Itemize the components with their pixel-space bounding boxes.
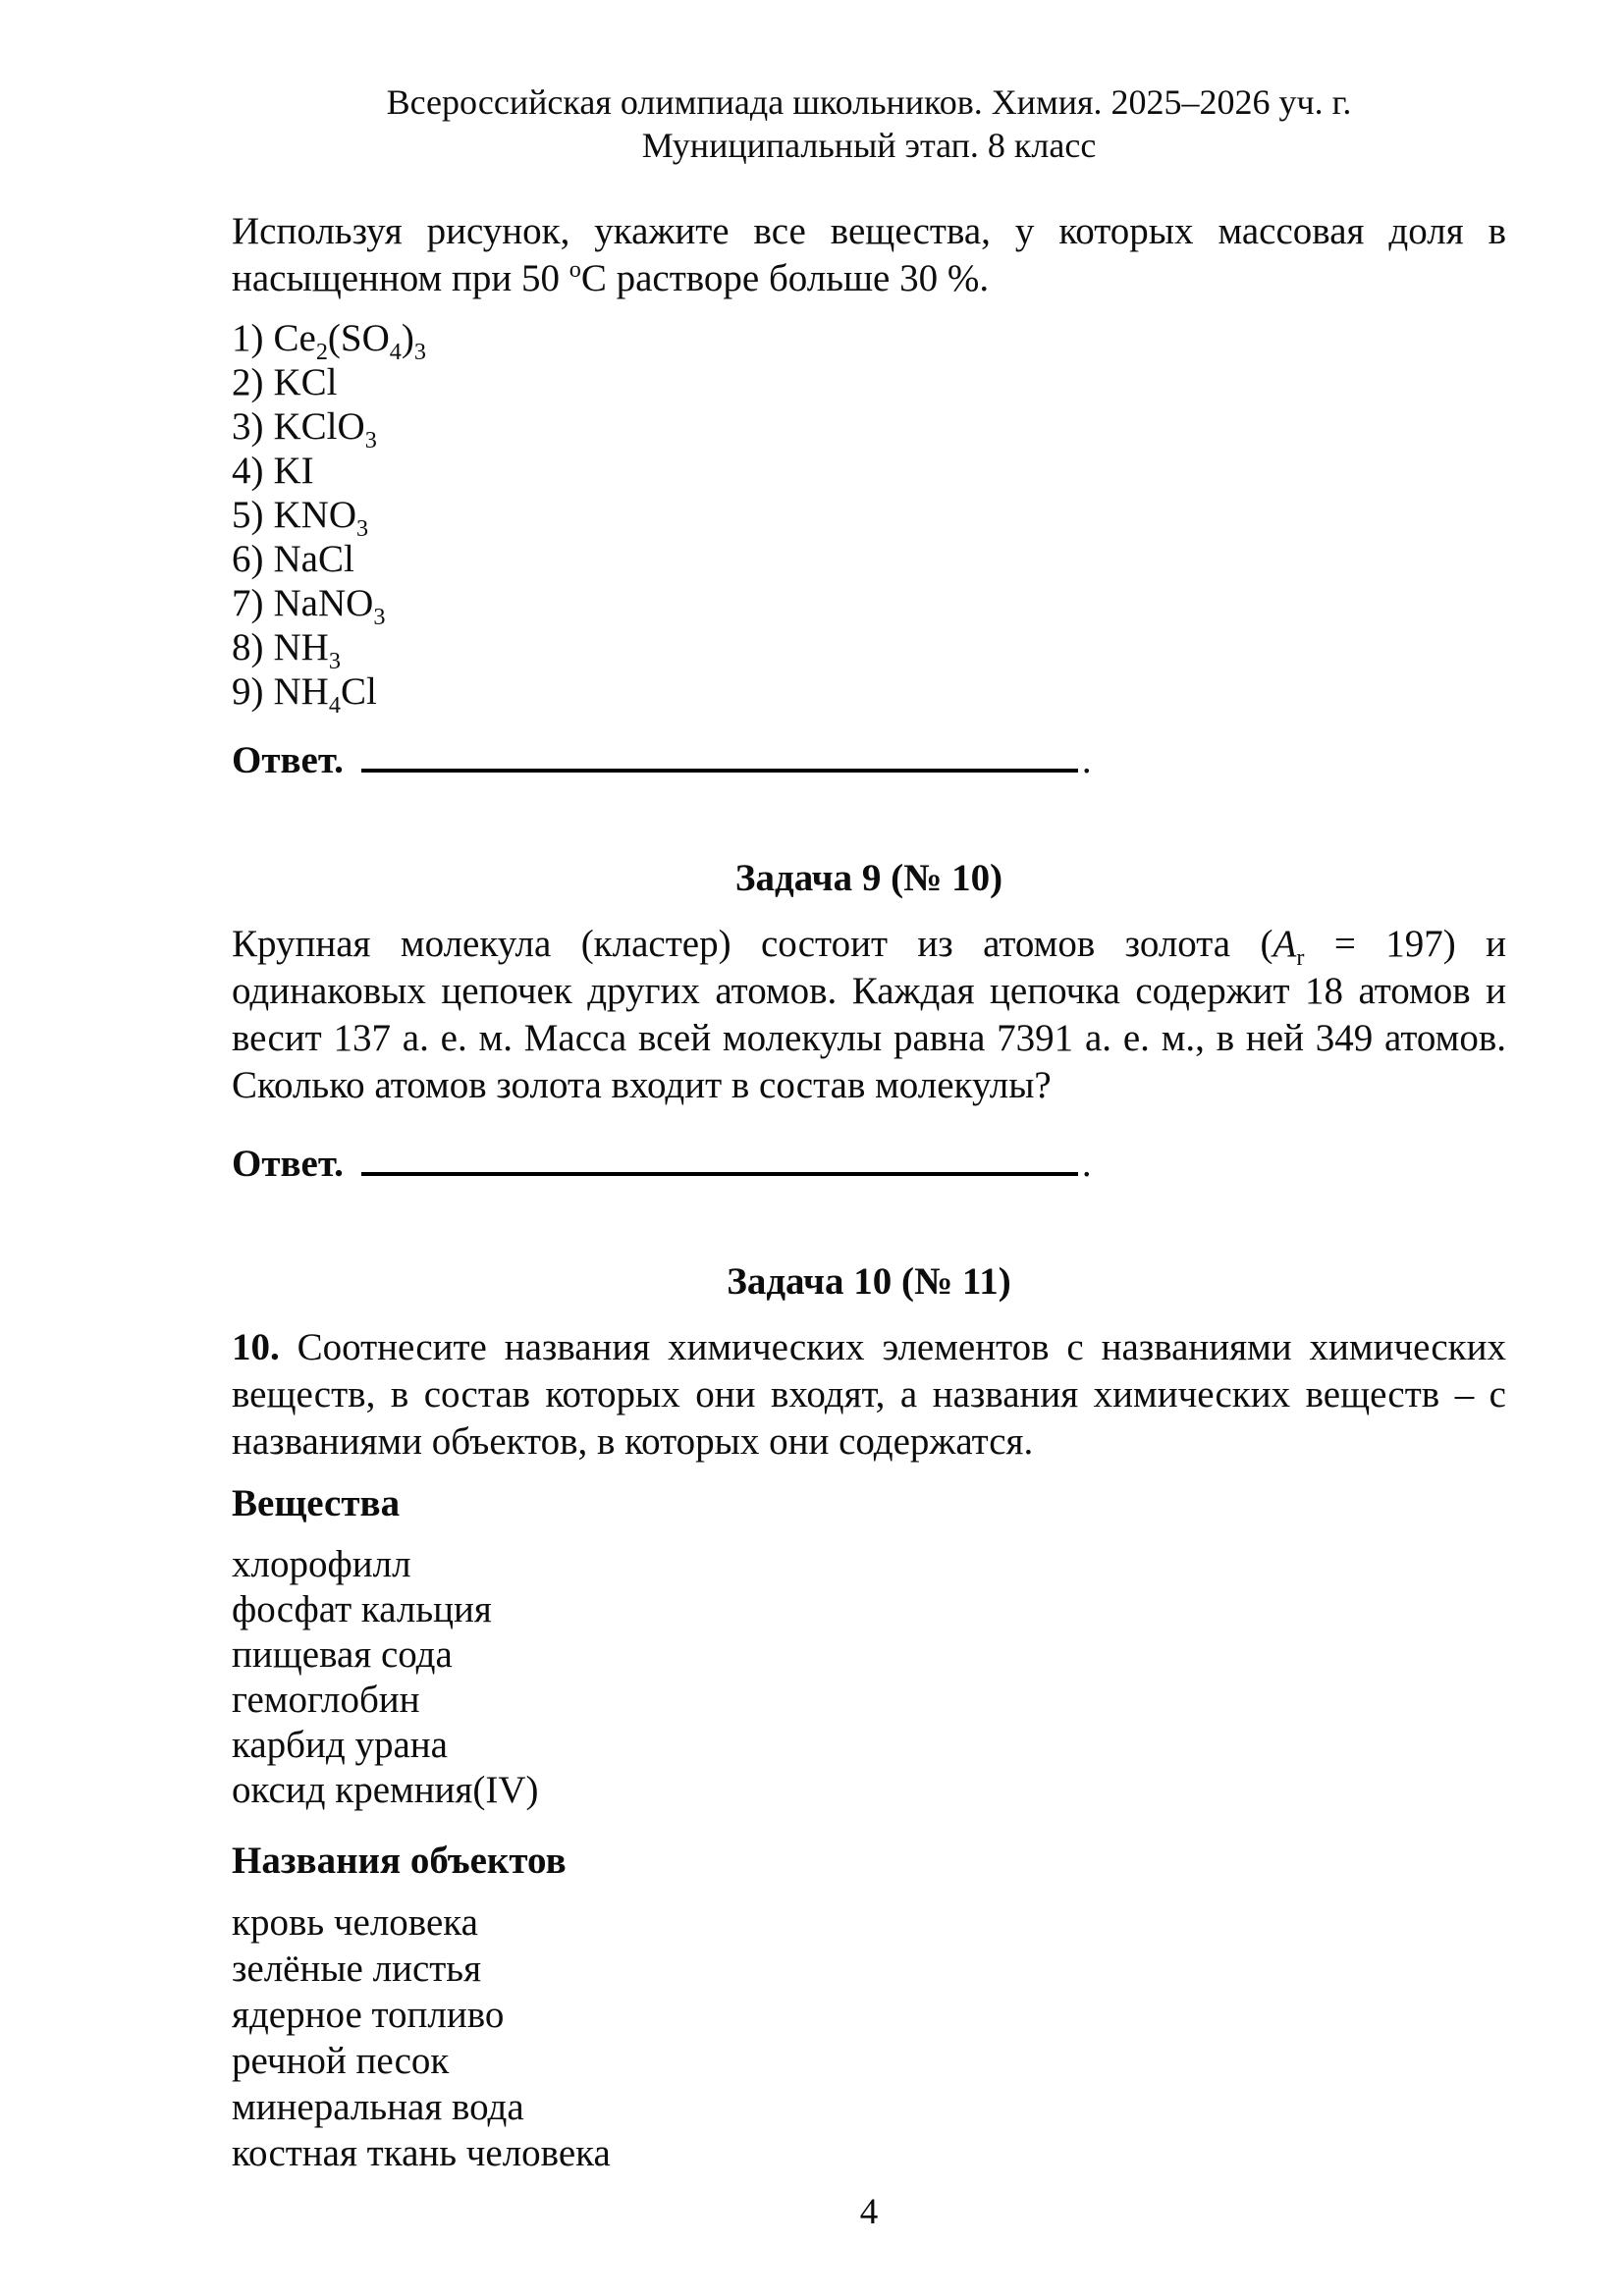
option-item xyxy=(232,625,1506,674)
option-formula: $Ce_2(SO_4)_3$ xyxy=(273,317,426,365)
option-number: 1) xyxy=(232,317,264,359)
option-item xyxy=(232,581,1506,630)
substance-item: карбид урана xyxy=(232,1724,448,1766)
task8-answer-block xyxy=(232,729,1506,785)
substances-title: Вещества xyxy=(232,1482,401,1524)
option-item xyxy=(232,316,1506,365)
option-item xyxy=(232,449,1506,493)
option-number: 6) xyxy=(232,538,264,580)
substance-item: хлорофилл xyxy=(232,1543,411,1585)
header-line-2: Муниципальный этап. 8 класс xyxy=(641,126,1097,165)
answer-label: Ответ. xyxy=(232,739,344,781)
option-number: 4) xyxy=(232,450,264,492)
option-number: 3) xyxy=(232,405,264,448)
answer-period: . xyxy=(1081,739,1092,781)
task9-heading: Задача 9 (№ 10) xyxy=(734,857,1003,899)
option-formula: $NH_4Cl$ xyxy=(273,670,377,719)
option-formula: $NH_3$ xyxy=(273,626,341,674)
option-item xyxy=(232,360,1506,404)
option-number: 2) xyxy=(232,361,264,403)
option-item xyxy=(232,537,1506,581)
answer-period: . xyxy=(1081,1143,1092,1185)
option-formula: KClO$_3$ xyxy=(273,405,377,454)
option-formula: KCl xyxy=(273,361,338,403)
answer-blank-line[interactable] xyxy=(361,1133,1078,1176)
task10-body: 10. Соотнесите названия химических элементов с названиями химических веществ, в состав которых они входят, а названия химических веществ – с названиями объектов, в которых они содержатся. xyxy=(232,1326,1506,1463)
answer-label: Ответ. xyxy=(232,1143,344,1185)
header-line-1: Всероссийская олимпиада школьников. Химия. 2025–2026 уч. г. xyxy=(386,82,1352,122)
option-formula: NaNO$_3$ xyxy=(273,582,386,630)
substance-item: фосфат кальция xyxy=(232,1588,492,1630)
object-item: речной песок xyxy=(232,2040,450,2082)
task10-heading: Задача 10 (№ 11) xyxy=(727,1260,1011,1303)
option-item xyxy=(232,493,1506,542)
substance-item: гемоглобин xyxy=(232,1679,420,1721)
object-item: костная ткань человека xyxy=(232,2132,611,2174)
document-header xyxy=(232,80,1506,167)
option-item xyxy=(232,669,1506,719)
option-number: 5) xyxy=(232,494,264,536)
option-formula: NaCl xyxy=(273,538,354,580)
option-formula: KI xyxy=(273,450,314,492)
objects-list xyxy=(232,1899,1506,2176)
task8-option-list xyxy=(232,316,1506,719)
page-number: 4 xyxy=(859,2192,879,2232)
option-number: 8) xyxy=(232,626,264,668)
task8-intro: Используя рисунок, укажите все вещества, у которых массовая доля в насыщенном при 50 $^о$С растворе больше 30 %. xyxy=(232,210,1506,299)
task9-body: Крупная молекула (кластер) состоит из атомов золота $(A_r = 197)$ и одинаковых цепочек других атомов. Каждая цепочка содержит 18 атомов и весит 137 а. е. м. Масса всей молекулы равна 7391 а. е. м., в ней 349 атомов. Сколько атомов золота входит в состав молекулы? xyxy=(232,923,1506,1106)
object-item: ядерное топливо xyxy=(232,1994,505,2036)
option-number: 7) xyxy=(232,582,264,624)
task9-answer-block xyxy=(232,1133,1506,1189)
option-formula: $KNO_3$ xyxy=(273,494,369,542)
object-item: зелёные листья xyxy=(232,1948,482,1990)
substances-list xyxy=(232,1542,1506,1813)
substance-item: оксид кремния(IV) xyxy=(232,1769,539,1811)
option-item xyxy=(232,404,1506,454)
option-number: 9) xyxy=(232,670,264,713)
objects-title: Названия объектов xyxy=(232,1840,567,1882)
substance-item: пищевая сода xyxy=(232,1633,453,1676)
object-item: минеральная вода xyxy=(232,2086,524,2128)
answer-blank-line[interactable] xyxy=(361,729,1078,773)
object-item: кровь человека xyxy=(232,1901,478,1944)
